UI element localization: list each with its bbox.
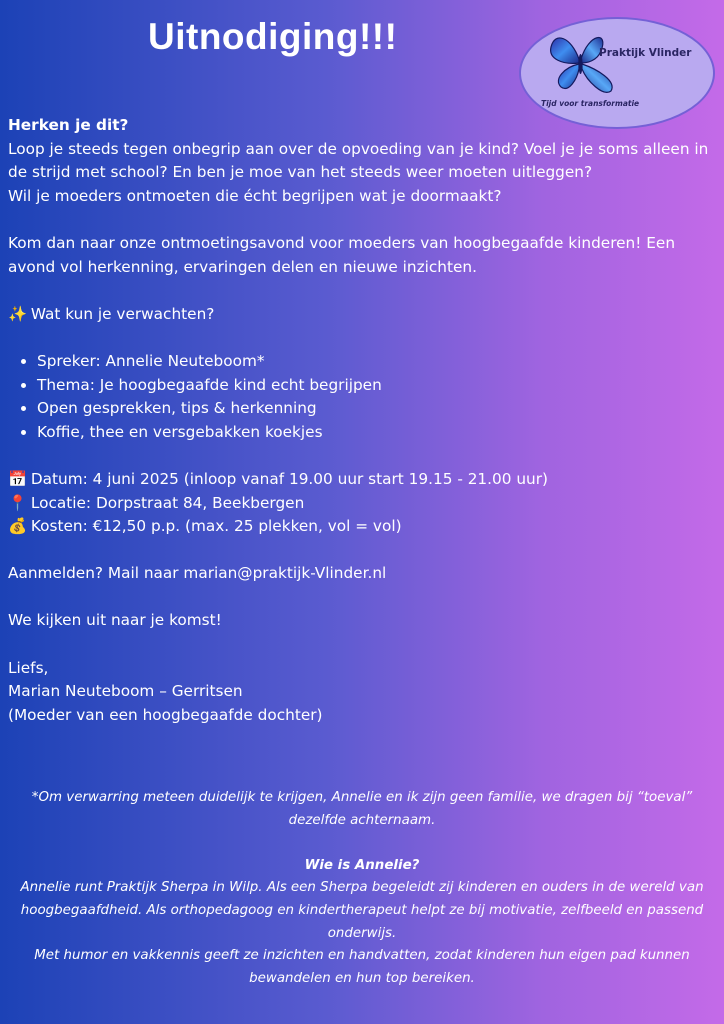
footnote-bio: Met humor en vakkennis geeft ze inzichten en handvatten, zodat kinderen hun eigen pad kunnen bewandelen en hun top bereiken.	[34, 948, 690, 986]
closing-text: We kijken uit naar je komst!	[8, 611, 222, 630]
expect-heading	[8, 303, 720, 327]
list-item: • Koffie, thee en versgebakken koekjes	[37, 421, 720, 445]
date-line	[8, 468, 720, 492]
intro-line: Wil je moeders ontmoeten die écht begrijpen wat je doormaakt?	[8, 186, 502, 205]
butterfly-icon	[545, 29, 619, 99]
list-item: • Open gesprekken, tips & herkenning	[37, 397, 720, 421]
date-text: Datum: 4 juni 2025 (inloop vanaf 19.00 uur start 19.15 - 21.00 uur)	[30, 469, 548, 488]
cost-text: Kosten: €12,50 p.p. (max. 25 plekken, vol = vol)	[30, 517, 402, 536]
calendar-icon: 📅	[8, 469, 28, 488]
signature-name: Marian Neuteboom – Gerritsen	[8, 682, 243, 701]
logo	[519, 17, 715, 129]
footnote	[20, 787, 704, 990]
invite-line: Kom dan naar onze ontmoetingsavond voor moeders van hoogbegaafde kinderen! Een	[8, 233, 676, 252]
cost-line	[8, 515, 720, 539]
sparkles-icon: ✨	[8, 304, 28, 323]
list-item: • Spreker: Annelie Neuteboom*	[37, 350, 720, 374]
intro-line: de strijd met school? En ben je moe van het steeds weer moeten uitleggen?	[8, 163, 593, 182]
footnote-heading: Wie is Annelie?	[304, 857, 420, 873]
invite-line: avond vol herkenning, ervaringen delen en nieuwe inzichten.	[8, 257, 477, 276]
footnote-bio: Annelie runt Praktijk Sherpa in Wilp. Als een Sherpa begeleidt zij kinderen en ouders in de wereld van hoogbegaafdheid. Als orthopedagoog en kindertherapeut helpt ze bij motivatie, zelfbeeld en passend onderwijs.	[20, 880, 704, 941]
expect-heading-label: Wat kun je verwachten?	[30, 304, 215, 323]
intro-heading: Herken je dit?	[8, 116, 129, 134]
logo-name: Praktijk Vlinder	[599, 47, 692, 59]
intro-line: Loop je steeds tegen onbegrip aan over de opvoeding van je kind? Voel je je soms alleen in	[8, 139, 709, 158]
list-item: • Thema: Je hoogbegaafde kind echt begrijpen	[37, 374, 720, 398]
expect-list	[8, 350, 720, 444]
footnote-disclaimer: *Om verwarring meteen duidelijk te krijgen, Annelie en ik zijn geen familie, we dragen bij “toeval” dezelfde achternaam.	[31, 790, 693, 828]
signup-text: Aanmelden? Mail naar marian@praktijk-Vlinder.nl	[8, 564, 387, 583]
money-bag-icon: 💰	[8, 517, 28, 536]
signature-greeting: Liefs,	[8, 658, 49, 677]
invitation-body	[8, 114, 720, 727]
logo-tagline: Tijd voor transformatie	[541, 99, 640, 108]
page-title: Uitnodiging!!!	[148, 16, 398, 57]
location-text: Locatie: Dorpstraat 84, Beekbergen	[30, 493, 305, 512]
location-line	[8, 492, 720, 516]
pin-icon: 📍	[8, 493, 28, 512]
signature-role: (Moeder van een hoogbegaafde dochter)	[8, 705, 323, 724]
